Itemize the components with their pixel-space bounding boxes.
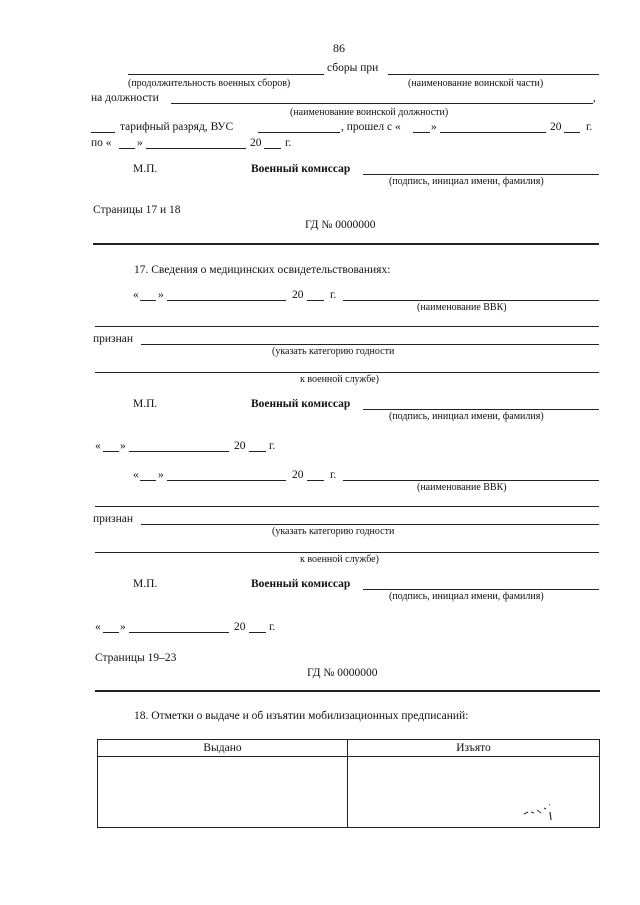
unit-caption: (наименование воинской части) — [408, 78, 544, 89]
signature-caption: (подпись, инициал имени, фамилия) — [389, 591, 544, 602]
gd-number: ГД № 0000000 — [307, 667, 378, 679]
stamp-place-label: М.П. — [133, 398, 158, 410]
commissar-label: Военный комиссар — [251, 578, 351, 590]
from-month-blank[interactable] — [440, 132, 546, 133]
from-year-blank[interactable] — [564, 132, 580, 133]
duration-caption: (продолжительность военных сборов) — [128, 78, 291, 89]
year-prefix: 20 — [234, 621, 246, 633]
quote-close: » — [158, 289, 164, 301]
category-caption: (указать категорию годности — [272, 346, 395, 357]
signature-caption: (подпись, инициал имени, фамилия) — [389, 176, 544, 187]
pages-19-23-heading: Страницы 19–23 — [95, 652, 177, 664]
section-18-title: 18. Отметки о выдаче и об изъятии мобилизационных предписаний: — [134, 710, 469, 722]
exam1-day-blank[interactable] — [140, 300, 156, 301]
vus-blank[interactable] — [258, 132, 340, 133]
exam1-sign-year-blank[interactable] — [249, 451, 266, 452]
position-caption: (наименование воинской должности) — [290, 107, 449, 118]
tariff-blank[interactable] — [91, 132, 115, 133]
to-label: по « — [91, 137, 112, 149]
exam1-sign-month-blank[interactable] — [129, 451, 229, 452]
year-suffix: г. — [330, 289, 337, 301]
commissar-label: Военный комиссар — [251, 163, 351, 175]
category-caption: (указать категорию годности — [272, 526, 395, 537]
exam2-day-blank[interactable] — [140, 480, 156, 481]
year-suffix: г. — [586, 121, 593, 133]
passed-from-label: , прошел с « — [341, 121, 401, 133]
separator-line — [95, 690, 600, 692]
exam1-year-blank[interactable] — [307, 300, 324, 301]
commissar-signature-blank[interactable] — [363, 174, 599, 175]
quote-close: » — [137, 137, 143, 149]
commissar-label: Военный комиссар — [251, 398, 351, 410]
stamp-place-label: М.П. — [133, 578, 158, 590]
year-suffix: г. — [330, 469, 337, 481]
commissar-signature-blank[interactable] — [363, 589, 599, 590]
commissar-signature-blank[interactable] — [363, 409, 599, 410]
exam2-year-blank[interactable] — [307, 480, 324, 481]
year-suffix: г. — [269, 440, 276, 452]
exam2-category-blank[interactable] — [141, 524, 599, 525]
vvk-caption: (наименование ВВК) — [417, 302, 507, 313]
military-service-caption: к военной службе) — [300, 554, 379, 565]
exam1-vvk-blank[interactable] — [343, 300, 599, 301]
from-day-blank[interactable] — [413, 132, 430, 133]
exam1-category-blank-2[interactable] — [95, 372, 599, 373]
year-prefix: 20 — [292, 469, 304, 481]
position-blank[interactable] — [171, 103, 593, 104]
exam1-category-blank[interactable] — [141, 344, 599, 345]
exam2-sign-year-blank[interactable] — [249, 632, 266, 633]
signature-caption: (подпись, инициал имени, фамилия) — [389, 411, 544, 422]
tariff-label: тарифный разряд, ВУС — [120, 121, 234, 133]
year-suffix: г. — [269, 621, 276, 633]
stamp-place-label: М.П. — [133, 163, 158, 175]
musters-at-label: сборы при — [327, 62, 379, 74]
to-month-blank[interactable] — [146, 148, 246, 149]
year-prefix: 20 — [550, 121, 562, 133]
recognized-label: признан — [93, 513, 134, 525]
year-suffix: г. — [285, 137, 292, 149]
exam2-sign-month-blank[interactable] — [129, 632, 229, 633]
separator-line — [93, 243, 599, 245]
quote-open: « — [95, 621, 101, 633]
page-number: 86 — [333, 41, 345, 55]
quote-open: « — [133, 469, 139, 481]
quote-close: » — [158, 469, 164, 481]
quote-close: » — [431, 121, 437, 133]
to-year-blank[interactable] — [264, 148, 281, 149]
exam1-sign-day-blank[interactable] — [103, 451, 119, 452]
quote-close: » — [120, 440, 126, 452]
gd-number: ГД № 0000000 — [305, 219, 376, 231]
quote-close: » — [120, 621, 126, 633]
military-service-caption: к военной службе) — [300, 374, 379, 385]
handwritten-mark — [522, 800, 562, 830]
section-17-title: 17. Сведения о медицинских освидетельствованиях: — [134, 264, 391, 276]
comma: , — [593, 92, 596, 104]
year-prefix: 20 — [292, 289, 304, 301]
quote-open: « — [133, 289, 139, 301]
year-prefix: 20 — [234, 440, 246, 452]
unit-blank[interactable] — [388, 74, 599, 75]
issued-column-header: Выдано — [203, 742, 242, 754]
exam2-extra-blank[interactable] — [95, 506, 599, 507]
withdrawn-column-header: Изъято — [456, 742, 491, 754]
exam2-category-blank-2[interactable] — [95, 552, 599, 553]
position-label: на должности — [91, 92, 159, 104]
exam1-extra-blank[interactable] — [95, 326, 599, 327]
vvk-caption: (наименование ВВК) — [417, 482, 507, 493]
to-day-blank[interactable] — [119, 148, 135, 149]
exam2-vvk-blank[interactable] — [343, 480, 599, 481]
quote-open: « — [95, 440, 101, 452]
year-prefix: 20 — [250, 137, 262, 149]
pages-17-18-heading: Страницы 17 и 18 — [93, 204, 181, 216]
exam2-sign-day-blank[interactable] — [103, 632, 119, 633]
exam2-month-blank[interactable] — [167, 480, 286, 481]
exam1-month-blank[interactable] — [167, 300, 286, 301]
duration-blank[interactable] — [128, 74, 324, 75]
recognized-label: признан — [93, 333, 134, 345]
